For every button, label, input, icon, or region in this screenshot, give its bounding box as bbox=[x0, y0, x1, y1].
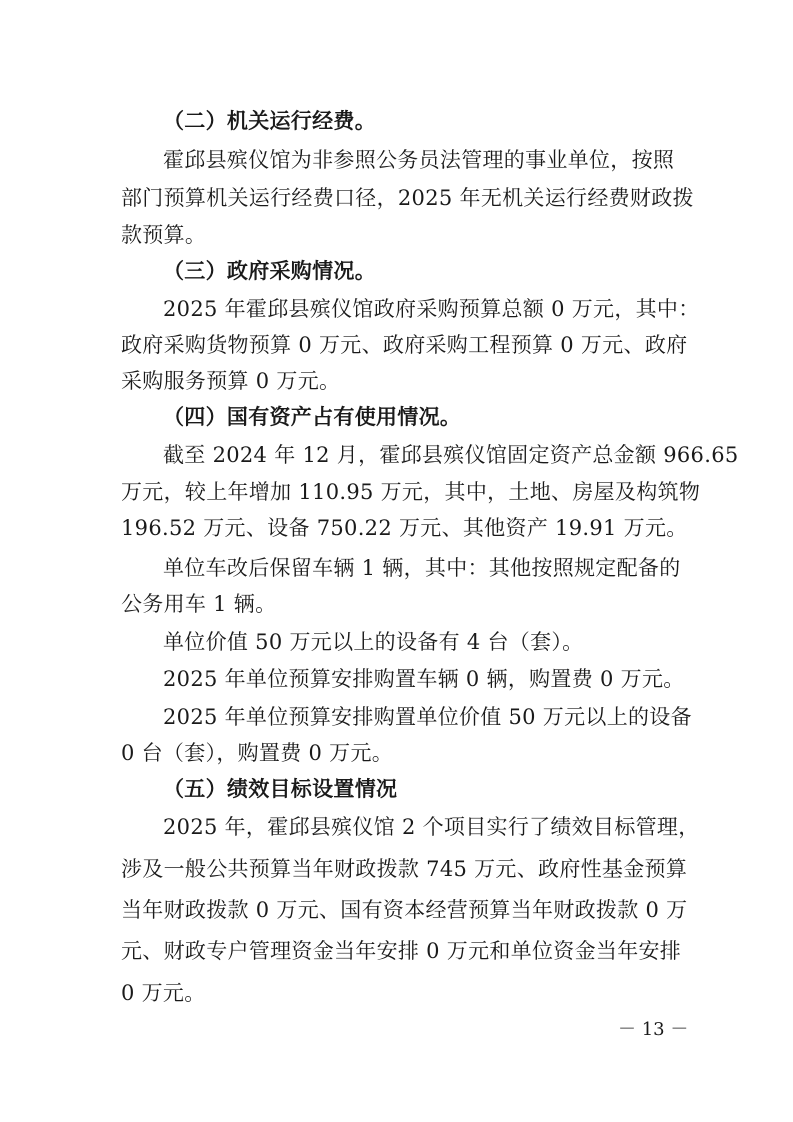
paragraph-line: 2025 年单位预算安排购置单位价值 50 万元以上的设备 bbox=[163, 705, 692, 729]
paragraph-line: 2025 年，霍邱县殡仪馆 2 个项目实行了绩效目标管理， bbox=[163, 815, 700, 839]
paragraph-line: 万元，较上年增加 110.95 万元，其中，土地、房屋及构筑物 bbox=[121, 480, 701, 504]
paragraph-line: 当年财政拨款 0 万元、国有资本经营预算当年财政拨款 0 万 bbox=[121, 898, 688, 922]
section-heading-3: （三）政府采购情况。 bbox=[163, 258, 376, 283]
paragraph-line: 2025 年霍邱县殡仪馆政府采购预算总额 0 万元，其中： bbox=[163, 297, 700, 321]
section-heading-5: （五）绩效目标设置情况 bbox=[163, 776, 398, 801]
section-heading-2: （二）机关运行经费。 bbox=[163, 108, 376, 133]
paragraph-line: 霍邱县殡仪馆为非参照公务员法管理的事业单位，按照 bbox=[163, 148, 675, 172]
paragraph-line: 元、财政专户管理资金当年安排 0 万元和单位资金当年安排 bbox=[121, 939, 682, 963]
paragraph-line: 0 台（套），购置费 0 万元。 bbox=[121, 741, 394, 765]
paragraph-line: 196.52 万元、设备 750.22 万元、其他资产 19.91 万元。 bbox=[121, 516, 688, 540]
paragraph-line: 2025 年单位预算安排购置车辆 0 辆，购置费 0 万元。 bbox=[163, 667, 685, 691]
paragraph-line: 款预算。 bbox=[121, 223, 207, 247]
paragraph-line: 单位价值 50 万元以上的设备有 4 台（套）。 bbox=[163, 630, 584, 654]
section-heading-4: （四）国有资产占有使用情况。 bbox=[163, 404, 462, 429]
paragraph-line: 采购服务预算 0 万元。 bbox=[121, 369, 341, 393]
paragraph-line: 涉及一般公共预算当年财政拨款 745 万元、政府性基金预算 bbox=[121, 857, 688, 881]
paragraph-line: 部门预算机关运行经费口径，2025 年无机关运行经费财政拨 bbox=[121, 186, 694, 210]
page-number: － 13 － bbox=[618, 1019, 689, 1040]
paragraph-line: 公务用车 1 辆。 bbox=[121, 592, 277, 616]
paragraph-line: 政府采购货物预算 0 万元、政府采购工程预算 0 万元、政府 bbox=[121, 333, 688, 357]
paragraph-line: 0 万元。 bbox=[121, 981, 206, 1005]
paragraph-line: 单位车改后保留车辆 1 辆，其中：其他按照规定配备的 bbox=[163, 556, 681, 580]
paragraph-line: 截至 2024 年 12 月，霍邱县殡仪馆固定资产总金额 966.65 bbox=[163, 443, 739, 467]
